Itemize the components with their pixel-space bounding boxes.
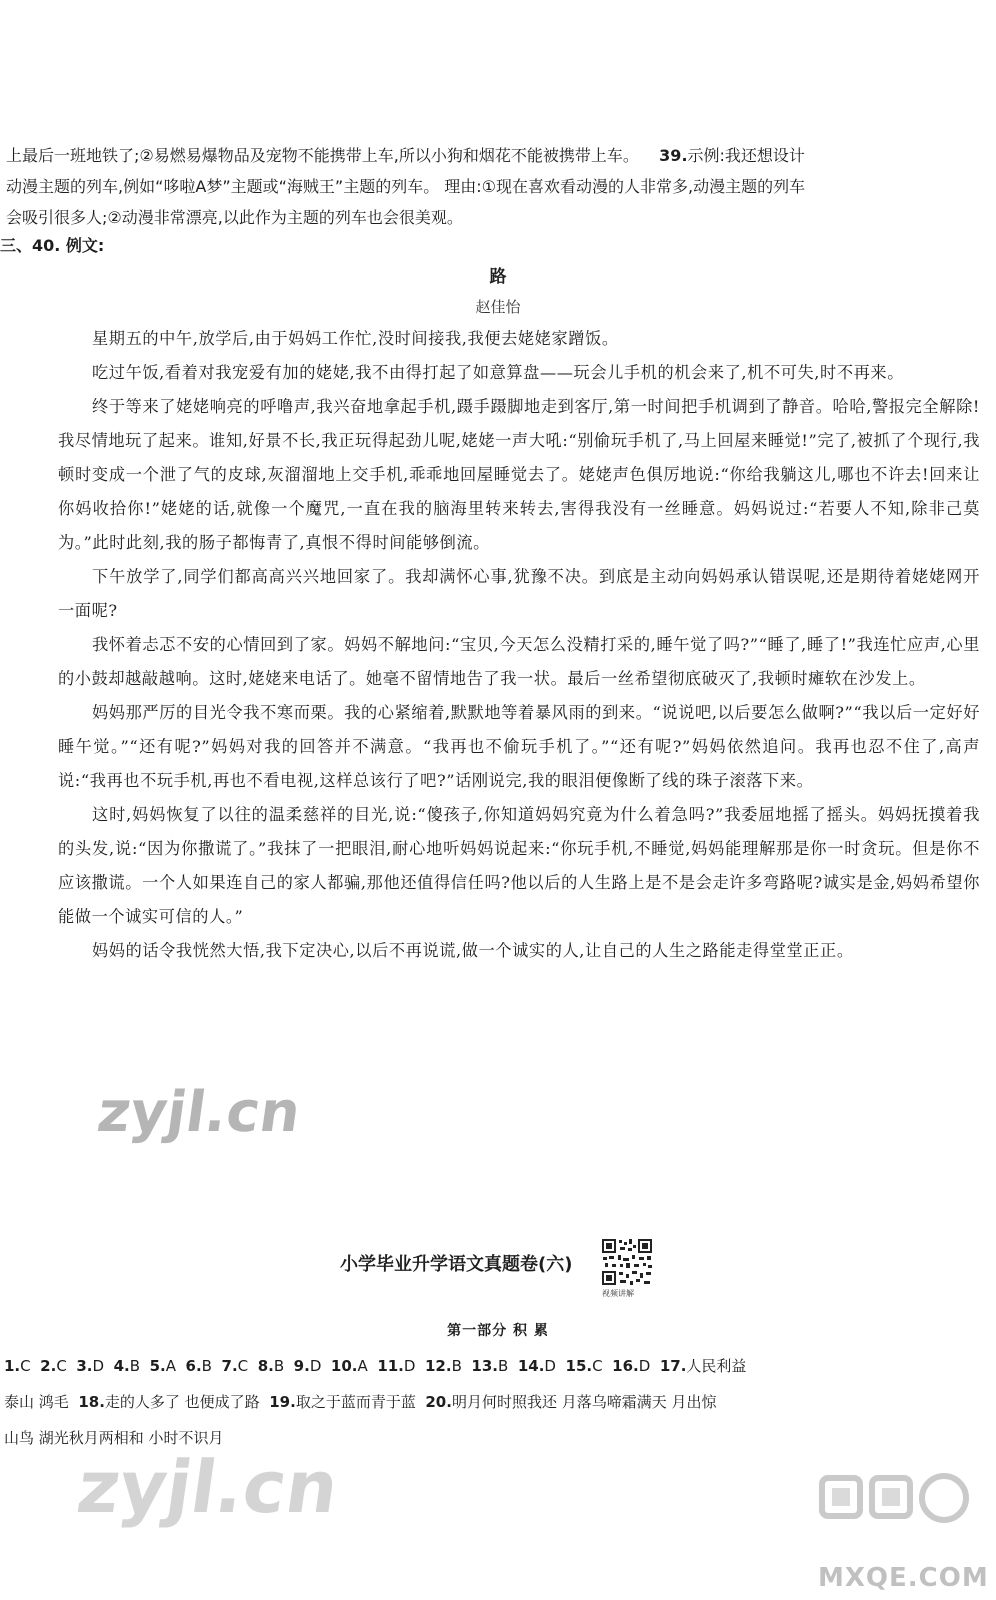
essay-body <box>58 322 980 968</box>
answer-key <box>4 1348 982 1456</box>
answer-choice: B <box>273 1357 285 1375</box>
question-number: 4. <box>113 1357 130 1375</box>
question-number: 11. <box>377 1357 404 1375</box>
watermark-text: zyjl.cn <box>93 1080 305 1145</box>
answer-choice: D <box>403 1357 416 1375</box>
answer-text: 示例:我还想设计 <box>687 146 805 165</box>
qr-label: 视频讲解 <box>602 1289 634 1298</box>
part-title: 第一部分 积 累 <box>447 1323 549 1339</box>
essay-paragraph: 妈妈那严厉的目光令我不寒而栗。我的心紧缩着,默默地等着暴风雨的到来。“说说吧,以后要怎么做啊?”“我以后一定好好睡午觉。”“还有呢?”妈妈对我的回答并不满意。“我再也不偷玩手机了。”“还有呢?”妈妈依然追问。我再也忍不住了,高声说:“我再也不玩手机,再也不看电视,这样总该行了吧?”话刚说完,我的眼泪便像断了线的珠子滚落下来。 <box>58 703 980 790</box>
answer-choice: C <box>20 1357 31 1375</box>
answer-choice: B <box>201 1357 212 1375</box>
section-heading: 三、40. 例文: <box>0 236 105 255</box>
answer-text: 走的人多了 也便成了路 <box>104 1393 260 1411</box>
question-number: 2. <box>40 1357 57 1375</box>
question-number: 15. <box>565 1357 593 1375</box>
answer-text: 取之于蓝而青于蓝 <box>295 1393 416 1411</box>
essay-paragraph: 我怀着忐忑不安的心情回到了家。妈妈不解地问:“宝贝,今天怎么没精打采的,睡午觉了吗?”“睡了,睡了!”我连忙应声,心里的小鼓却越敲越响。这时,姥姥来电话了。她毫不留情地告了我一状。最后一丝希望彻底破灭了,我顿时瘫软在沙发上。 <box>58 635 980 688</box>
qr-code-icon[interactable] <box>599 1236 655 1288</box>
answer-row: 山鸟 湖光秋月两相和 小时不识月 <box>4 1429 224 1447</box>
essay-author: 赵佳怡 <box>475 298 521 316</box>
answer-text: 明月何时照我还 月落乌啼霜满天 月出惊 <box>451 1393 717 1411</box>
question-number: 18. <box>78 1393 105 1411</box>
question-number: 3. <box>76 1357 93 1375</box>
answer-line: 动漫主题的列车,例如“哆啦A梦”主题或“海贼王”主题的列车。 理由:①现在喜欢看动漫的人非常多,动漫主题的列车 <box>6 177 806 196</box>
answer-choice: B <box>129 1357 141 1375</box>
question-number: 13. <box>471 1357 498 1375</box>
answer-text: 泰山 鸿毛 <box>4 1393 69 1411</box>
answer-row <box>4 1384 982 1420</box>
question-number: 12. <box>425 1357 452 1375</box>
essay-paragraph: 下午放学了,同学们都高高兴兴地回家了。我却满怀心事,犹豫不决。到底是主动向妈妈承认错误呢,还是期待着姥姥网开一面呢? <box>58 567 980 620</box>
answer-choice: A <box>165 1357 176 1375</box>
question-number: 16. <box>612 1357 639 1375</box>
answer-line: 会吸引很多人;②动漫非常漂亮,以此作为主题的列车也会很美观。 <box>6 208 463 227</box>
exam-title: 小学毕业升学语文真题卷(六) <box>340 1254 573 1275</box>
watermark-text: zyjl.cn <box>72 1445 344 1529</box>
answer-continuation <box>6 140 981 233</box>
essay-paragraph: 吃过午饭,看着对我宠爱有加的姥姥,我不由得打起了如意算盘——玩会儿手机的机会来了,机不可失,时不再来。 <box>92 363 904 382</box>
essay-paragraph: 这时,妈妈恢复了以往的温柔慈祥的目光,说:“傻孩子,你知道妈妈究竟为什么着急吗?”我委屈地摇了摇头。妈妈抚摸着我的头发,说:“因为你撒谎了。”我抹了一把眼泪,耐心地听妈妈说起来:“你玩手机,不睡觉,妈妈能理解那是你一时贪玩。但是你不应该撒谎。一个人如果连自己的家人都骗,那他还值得信任吗?他以后的人生路上是不是会走许多弯路呢?诚实是金,妈妈希望你能做一个诚实可信的人。” <box>58 805 980 926</box>
question-number: 17. <box>659 1357 687 1375</box>
question-number: 39. <box>659 146 688 165</box>
answer-choice: D <box>92 1357 105 1375</box>
essay-title: 路 <box>489 267 507 287</box>
question-number: 6. <box>185 1357 202 1375</box>
question-number: 20. <box>425 1393 452 1411</box>
answer-choice: C <box>237 1357 249 1375</box>
watermark-url: MXQE.COM <box>818 1563 989 1593</box>
question-number: 19. <box>269 1393 296 1411</box>
essay-paragraph: 终于等来了姥姥响亮的呼噜声,我兴奋地拿起手机,蹑手蹑脚地走到客厅,第一时间把手机调到了静音。哈哈,警报完全解除!我尽情地玩了起来。谁知,好景不长,我正玩得起劲儿呢,姥姥一声大吼:“别偷玩手机了,马上回屋来睡觉!”完了,被抓了个现行,我顿时变成一个泄了气的皮球,灰溜溜地上交手机,乖乖地回屋睡觉去了。姥姥声色俱厉地说:“你给我躺这儿,哪也不许去!回来让你妈收拾你!”姥姥的话,就像一个魔咒,一直在我的脑海里转来转去,害得我没有一丝睡意。妈妈说过:“若要人不知,除非己莫为。”此时此刻,我的肠子都悔青了,真恨不得时间能够倒流。 <box>58 397 980 552</box>
answer-row <box>4 1348 982 1384</box>
answer-choice: D <box>309 1357 322 1375</box>
answer-choice: B <box>498 1357 509 1375</box>
question-number: 1. <box>4 1357 21 1375</box>
question-number: 5. <box>149 1357 166 1375</box>
question-number: 9. <box>293 1357 310 1375</box>
answer-line <box>6 140 981 171</box>
answer-choice: A <box>357 1357 368 1375</box>
answer-choice: B <box>451 1357 462 1375</box>
answer-choice: D <box>544 1357 556 1375</box>
essay-paragraph: 妈妈的话令我恍然大悟,我下定决心,以后不再说谎,做一个诚实的人,让自己的人生之路能走得堂堂正正。 <box>92 941 854 960</box>
answer-text: 上最后一班地铁了;②易燃易爆物品及宠物不能携带上车,所以小狗和烟花不能被携带上车。 <box>6 146 639 165</box>
question-number: 10. <box>330 1357 358 1375</box>
answer-choice: D <box>638 1357 651 1375</box>
question-number: 8. <box>257 1357 274 1375</box>
essay-paragraph: 星期五的中午,放学后,由于妈妈工作忙,没时间接我,我便去姥姥家蹭饭。 <box>92 329 619 348</box>
question-number: 14. <box>517 1357 545 1375</box>
answer-choice: C <box>592 1357 603 1375</box>
answer-choice: C <box>56 1357 67 1375</box>
question-number: 7. <box>221 1357 238 1375</box>
answer-choice: 人民利益 <box>686 1357 747 1375</box>
